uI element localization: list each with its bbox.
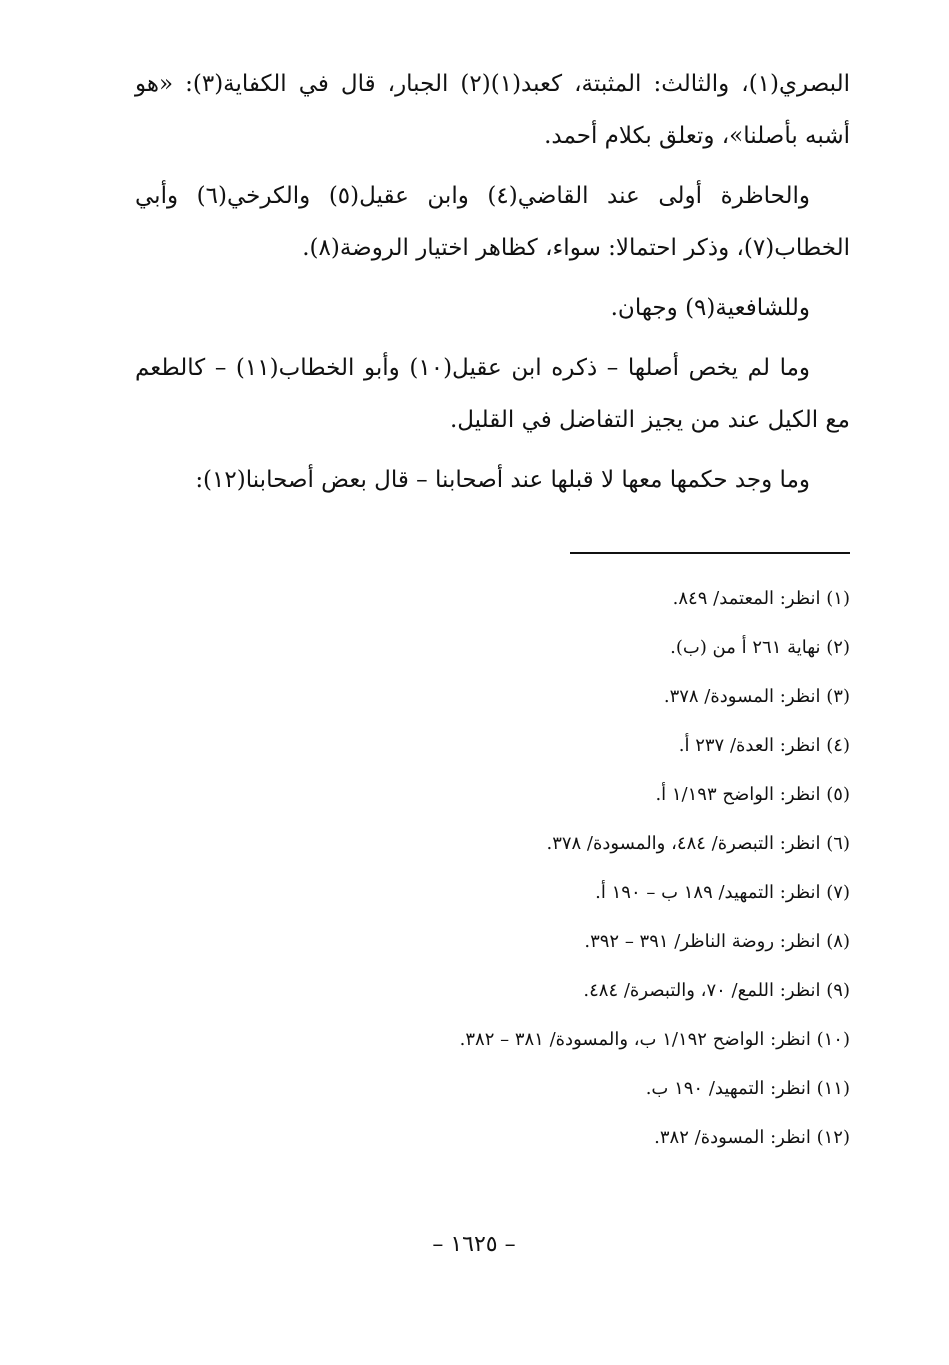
paragraph: وما وجد حكمها معها لا قبلها عند أصحابنا – قال بعض أصحابنا(١٢): (195, 467, 810, 493)
footnote-separator (570, 552, 850, 554)
footnote: (٣) انظر: المسودة/ ٣٧٨. (663, 686, 850, 707)
footnotes-list (300, 584, 850, 1172)
footnote: (٢) نهاية ٢٦١ أ من (ب). (670, 637, 850, 658)
footnote: (٩) انظر: اللمع/ ٧٠، والتبصرة/ ٤٨٤. (583, 980, 850, 1001)
paragraph: البصري(١)، والثالث: المثبتة، كعبد(١)(٢) الجبار، قال في الكفاية(٣): «هو أشبه بأصلنا»، وتعلق بكلام أحمد. (135, 71, 850, 149)
footnote: (٧) انظر: التمهيد/ ١٨٩ ب – ١٩٠ أ. (595, 882, 850, 903)
paragraph: والحاظرة أولى عند القاضي(٤) وابن عقيل(٥) والكرخي(٦) وأبي الخطاب(٧)، وذكر احتمالا: سواء، كظاهر اختيار الروضة(٨). (135, 183, 850, 261)
page-number: – ١٦٢٥ – (432, 1232, 516, 1257)
paragraph: وللشافعية(٩) وجهان. (610, 295, 810, 321)
footnote: (٥) انظر: الواضح ١/١٩٣ أ. (655, 784, 850, 805)
footnote: (٤) انظر: العدة/ ٢٣٧ أ. (678, 735, 850, 756)
main-text (135, 58, 850, 506)
footnote: (١٠) انظر: الواضح ١/١٩٢ ب، والمسودة/ ٣٨١ – ٣٨٢. (459, 1029, 850, 1050)
paragraph: وما لم يخص أصلها – ذكره ابن عقيل(١٠) وأبو الخطاب(١١) – كالطعم مع الكيل عند من يجيز التفاضل في القليل. (135, 355, 850, 433)
footnote: (١) انظر: المعتمد/ ٨٤٩. (672, 588, 850, 609)
footnote: (١١) انظر: التمهيد/ ١٩٠ ب. (645, 1078, 850, 1099)
footnote: (٦) انظر: التبصرة/ ٤٨٤، والمسودة/ ٣٧٨. (546, 833, 850, 854)
footnote: (١٢) انظر: المسودة/ ٣٨٢. (654, 1127, 850, 1148)
footnote: (٨) انظر: روضة الناظر/ ٣٩١ – ٣٩٢. (584, 931, 850, 952)
